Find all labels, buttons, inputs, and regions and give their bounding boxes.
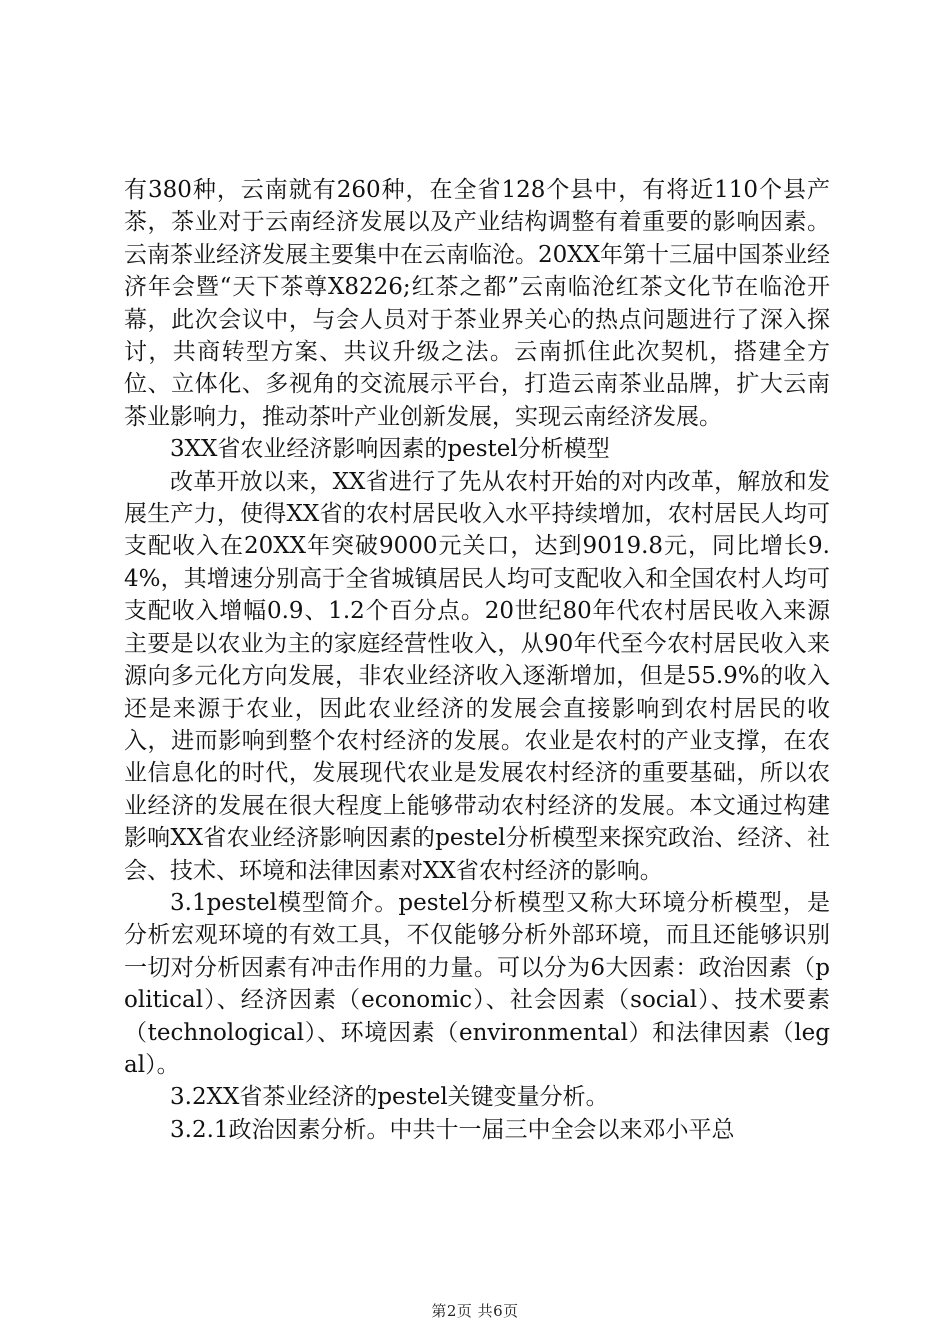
section-heading-pestel-model: 3XX省农业经济影响因素的pestel分析模型: [170, 436, 610, 463]
document-body: [124, 174, 830, 1146]
paragraph-political-factors: 3.2.1政治因素分析。中共十一届三中全会以来邓小平总: [170, 1116, 735, 1143]
paragraph-rural-income: 改革开放以来，XX省进行了先从农村开始的对内改革，解放和发展生产力，使得XX省的农村居民收入水平持续增加，农村居民人均可支配收入在20XX年突破9000元关口，达到9019.8元，同比增长9.4%，其增速分别高于全省城镇居民人均可支配收入和全国农村人均可支配收入增幅0.9、1.2个百分点。20世纪80年代农村居民收入来源主要是以农业为主的家庭经营性收入，从90年代至今农村居民收入来源向多元化方向发展，非农业经济收入逐渐增加，但是55.9%的收入还是来源于农业，因此农业经济的发展会直接影响到农村居民的收入，进而影响到整个农村经济的发展。农业是农村的产业支撑，在农业信息化的时代，发展现代农业是发展农村经济的重要基础，所以农业经济的发展在很大程度上能够带动农村经济的发展。本文通过构建影响XX省农业经济影响因素的pestel分析模型来探究政治、经济、社会、技术、环境和法律因素对XX省农村经济的影响。: [124, 468, 830, 884]
subsection-heading-key-variables: 3.2XX省茶业经济的pestel关键变量分析。: [170, 1084, 609, 1111]
paragraph-yunnan-tea: 有380种，云南就有260种，在全省128个县中，有将近110个县产茶，茶业对于云南经济发展以及产业结构调整有着重要的影响因素。云南茶业经济发展主要集中在云南临沧。20XX年第十三届中国茶业经济年会暨“天下茶尊X8226;红茶之都”云南临沧红茶文化节在临沧开幕，此次会议中，与会人员对于茶业界关心的热点问题进行了深入探讨，共商转型方案、共议升级之法。云南抓住此次契机，搭建全方位、立体化、多视角的交流展示平台，打造云南茶业品牌，扩大云南茶业影响力，推动茶叶产业创新发展，实现云南经济发展。: [124, 177, 831, 430]
paragraph-pestel-intro: 3.1pestel模型简介。pestel分析模型又称大环境分析模型，是分析宏观环境的有效工具，不仅能够分析外部环境，而且还能够识别一切对分析因素有冲击作用的力量。可以分为6大因素：政治因素（political）、经济因素（economic）、社会因素（social）、技术要素（technological）、环境因素（environmental）和法律因素（legal）。: [124, 889, 830, 1078]
page-number-footer: 第2页 共6页: [431, 1302, 519, 1320]
